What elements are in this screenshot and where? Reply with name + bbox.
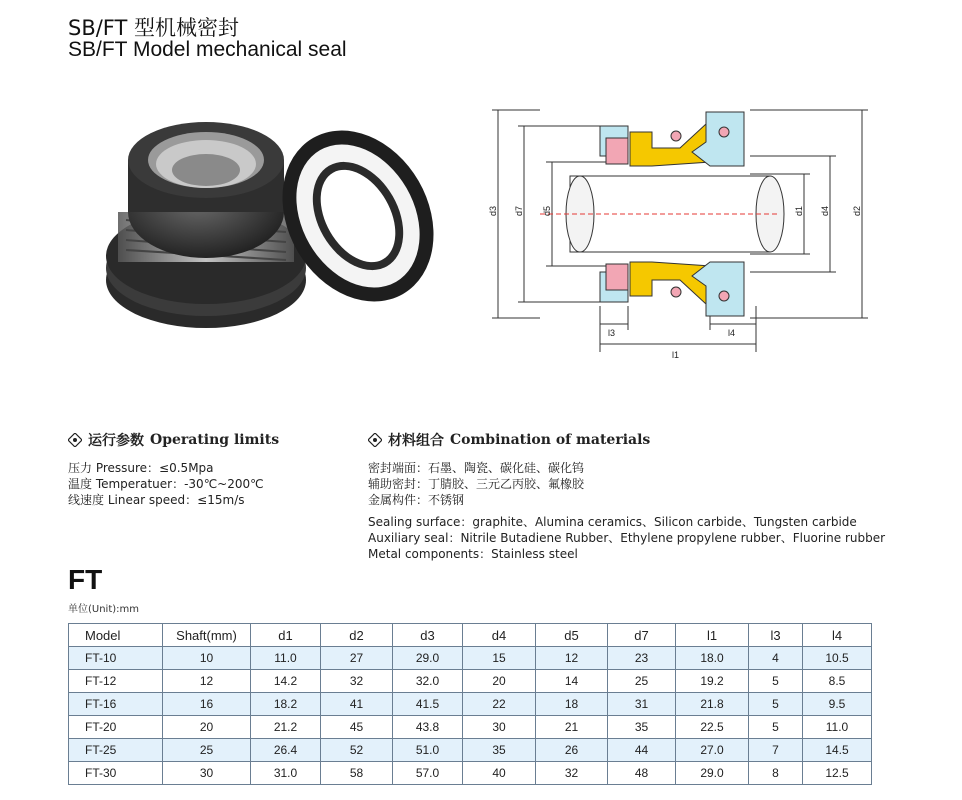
crosshair-diamond-icon	[368, 433, 382, 447]
table-cell: 32	[321, 670, 393, 693]
table-cell: 25	[163, 739, 251, 762]
unit-label: 单位(Unit):mm	[68, 604, 140, 615]
label-l3: l3	[608, 328, 616, 338]
label-l4: l4	[728, 328, 736, 338]
table-cell: FT-10	[69, 647, 163, 670]
table-cell: FT-12	[69, 670, 163, 693]
operating-line: 温度 Temperatuer：-30℃~200℃	[68, 477, 264, 491]
table-cell: 10	[163, 647, 251, 670]
table-cell: 5	[749, 670, 803, 693]
table-cell: 41	[321, 693, 393, 716]
materials-line: 金属构件：不锈钢	[368, 493, 465, 507]
header-cell: d1	[251, 624, 321, 647]
table-cell: 20	[463, 670, 536, 693]
label-l1: l1	[672, 350, 680, 360]
operating-heading-zh: 运行参数	[88, 433, 144, 449]
table-cell: 40	[463, 762, 536, 785]
table-cell: 25	[608, 670, 676, 693]
table-cell: 43.8	[393, 716, 463, 739]
label-d2: d2	[852, 205, 862, 216]
table-cell: 11.0	[251, 647, 321, 670]
header-cell: Shaft(mm)	[163, 624, 251, 647]
table-cell: 45	[321, 716, 393, 739]
table-cell: 14	[536, 670, 608, 693]
table-cell: 23	[608, 647, 676, 670]
table-cell: FT-25	[69, 739, 163, 762]
title-chinese: SB/FT 型机械密封	[68, 16, 240, 40]
table-cell: 18	[536, 693, 608, 716]
operating-line: 压力 Pressure：≤0.5Mpa	[68, 461, 214, 475]
header-cell: d7	[608, 624, 676, 647]
table-cell: 22.5	[676, 716, 749, 739]
operating-limits-heading	[68, 430, 279, 450]
title-english: SB/FT Model mechanical seal	[68, 38, 347, 61]
table-cell: 20	[163, 716, 251, 739]
crosshair-diamond-icon	[68, 433, 82, 447]
table-cell: 21.8	[676, 693, 749, 716]
table-row	[69, 739, 872, 762]
table-cell: 14.2	[251, 670, 321, 693]
table-cell: 4	[749, 647, 803, 670]
table-title: FT	[68, 564, 103, 595]
seal-product-photo	[96, 120, 436, 340]
seal-section-drawing	[480, 96, 880, 366]
table-cell: FT-20	[69, 716, 163, 739]
table-cell: 30	[463, 716, 536, 739]
table-row	[69, 716, 872, 739]
operating-limits-list	[68, 460, 264, 508]
table-cell: 58	[321, 762, 393, 785]
table-cell: 21.2	[251, 716, 321, 739]
label-d1: d1	[794, 205, 804, 216]
materials-heading	[368, 430, 650, 450]
table-cell: 15	[463, 647, 536, 670]
materials-line: Sealing surface：graphite、Alumina ceramics、Silicon carbide、Tungsten carbide	[368, 515, 857, 529]
table-cell: FT-30	[69, 762, 163, 785]
table-cell: 27	[321, 647, 393, 670]
header-cell: l4	[803, 624, 872, 647]
table-cell: 12.5	[803, 762, 872, 785]
table-cell: 16	[163, 693, 251, 716]
header-cell: d4	[463, 624, 536, 647]
header-cell: d3	[393, 624, 463, 647]
table-cell: 31.0	[251, 762, 321, 785]
label-d4: d4	[820, 205, 830, 216]
table-cell: 21	[536, 716, 608, 739]
table-cell: 48	[608, 762, 676, 785]
table-row	[69, 762, 872, 785]
table-cell: 26.4	[251, 739, 321, 762]
header-cell: Model	[69, 624, 163, 647]
table-cell: 12	[536, 647, 608, 670]
header-cell: d2	[321, 624, 393, 647]
table-cell: 41.5	[393, 693, 463, 716]
materials-heading-zh: 材料组合	[388, 433, 444, 449]
table-cell: 5	[749, 716, 803, 739]
table-cell: 44	[608, 739, 676, 762]
table-cell: 32	[536, 762, 608, 785]
header-cell: d5	[536, 624, 608, 647]
operating-heading-en: Operating limits	[150, 432, 280, 448]
table-cell: 8.5	[803, 670, 872, 693]
table-cell: 5	[749, 693, 803, 716]
label-d5: d5	[542, 205, 552, 216]
table-cell: 35	[608, 716, 676, 739]
table-cell: 29.0	[393, 647, 463, 670]
header-cell: l1	[676, 624, 749, 647]
table-cell: 12	[163, 670, 251, 693]
label-d3: d3	[488, 205, 498, 216]
table-cell: 51.0	[393, 739, 463, 762]
operating-line: 线速度 Linear speed：≤15m/s	[68, 493, 245, 507]
table-cell: 11.0	[803, 716, 872, 739]
table-cell: 35	[463, 739, 536, 762]
table-cell: 26	[536, 739, 608, 762]
table-cell: 18.2	[251, 693, 321, 716]
materials-list-zh	[368, 460, 584, 508]
table-cell: 57.0	[393, 762, 463, 785]
table-cell: 8	[749, 762, 803, 785]
table-cell: 10.5	[803, 647, 872, 670]
table-cell: FT-16	[69, 693, 163, 716]
materials-list-en	[368, 514, 885, 562]
table-cell: 27.0	[676, 739, 749, 762]
label-d7: d7	[514, 205, 524, 216]
table-cell: 14.5	[803, 739, 872, 762]
table-row	[69, 670, 872, 693]
table-cell: 32.0	[393, 670, 463, 693]
materials-line: Metal components：Stainless steel	[368, 547, 578, 561]
table-cell: 29.0	[676, 762, 749, 785]
table-cell: 52	[321, 739, 393, 762]
table-cell: 19.2	[676, 670, 749, 693]
seal-rotating-unit	[106, 122, 306, 328]
materials-line: 辅助密封：丁腈胶、三元乙丙胶、氟橡胶	[368, 477, 585, 491]
table-cell: 30	[163, 762, 251, 785]
table-header-row	[69, 624, 872, 647]
materials-line: Auxiliary seal：Nitrile Butadiene Rubber、Ethylene propylene rubber、Fluorine rubber	[368, 531, 886, 545]
table-row	[69, 647, 872, 670]
table-row	[69, 693, 872, 716]
table-cell: 9.5	[803, 693, 872, 716]
table-cell: 7	[749, 739, 803, 762]
table-cell: 22	[463, 693, 536, 716]
header-cell: l3	[749, 624, 803, 647]
materials-heading-en: Combination of materials	[450, 432, 651, 448]
table-cell: 18.0	[676, 647, 749, 670]
materials-line: 密封端面：石墨、陶瓷、碳化硅、碳化钨	[368, 461, 585, 475]
spec-table	[68, 623, 872, 785]
table-cell: 31	[608, 693, 676, 716]
